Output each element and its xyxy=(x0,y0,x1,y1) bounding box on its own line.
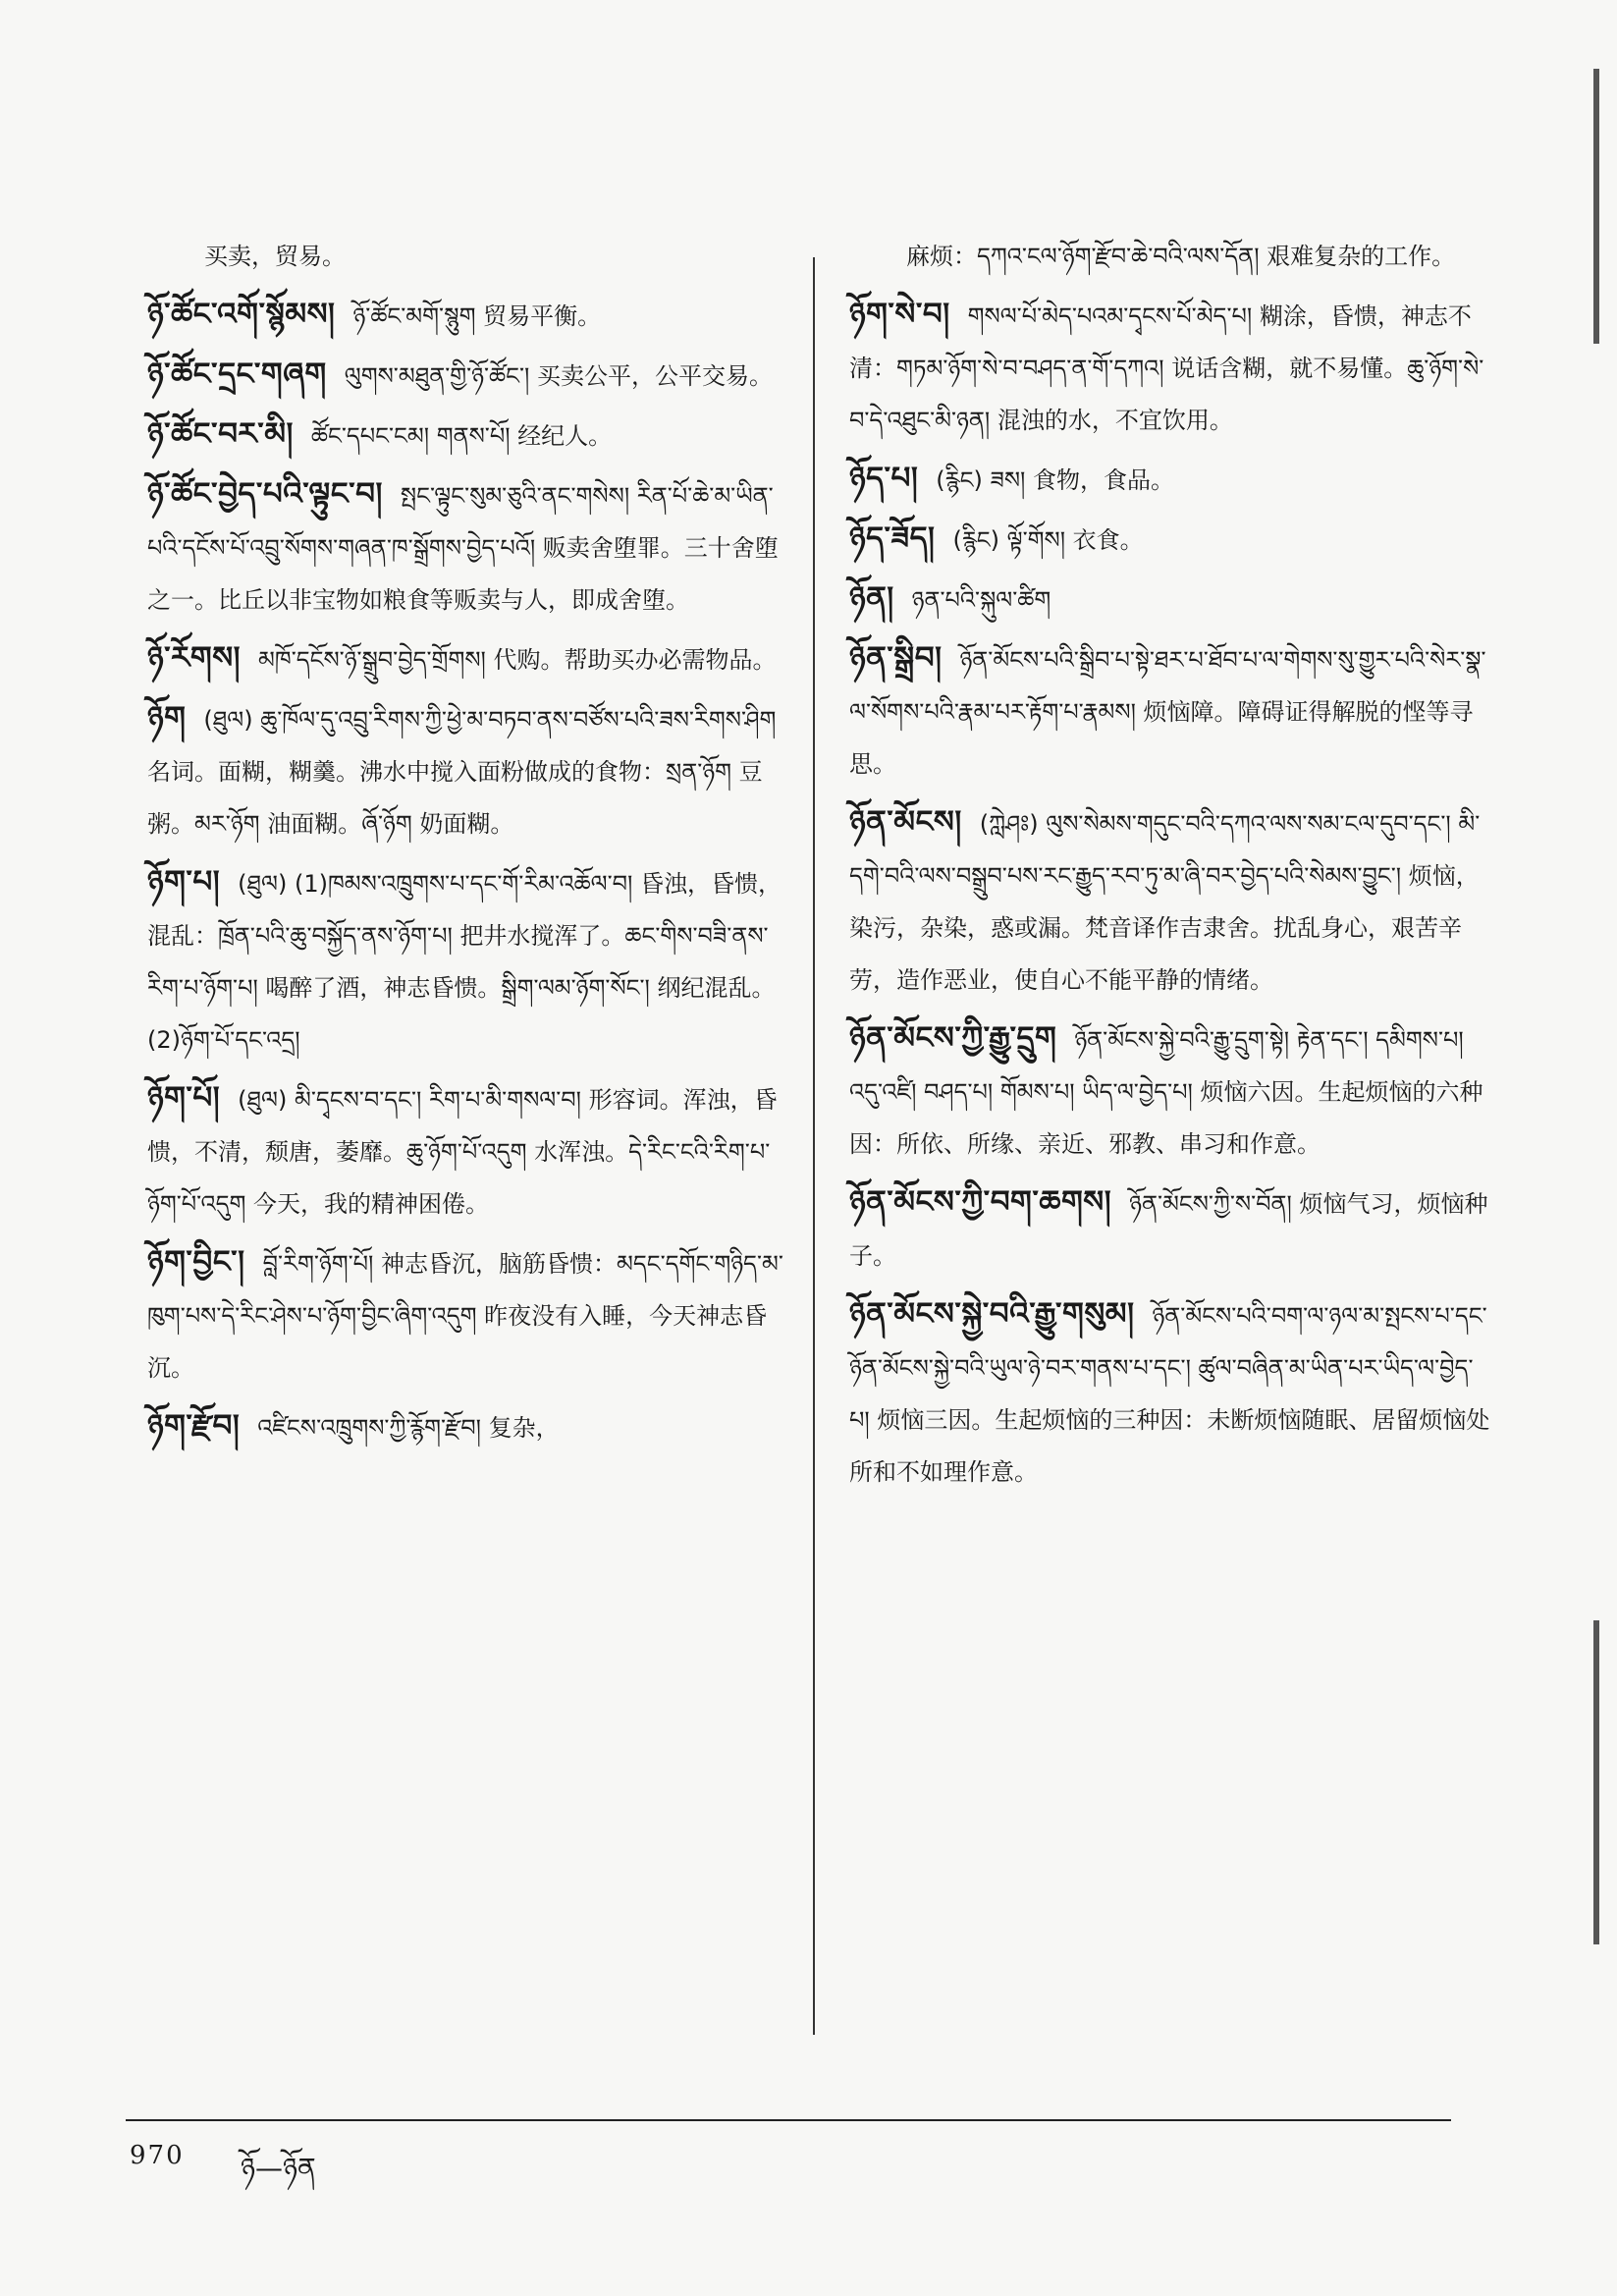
entry-definition: (རྙིང) ལྟོ་གོས། 衣食。 xyxy=(952,526,1144,554)
dictionary-entry xyxy=(849,231,1492,283)
column-divider xyxy=(813,257,815,2035)
right-column xyxy=(849,231,1492,1504)
dictionary-entry xyxy=(849,1176,1492,1283)
dictionary-entry xyxy=(147,692,795,850)
entry-definition: ཉོན་མོངས་སྐྱེ་བའི་རྒྱུ་དྲུག་སྟེ། རྟེན་དང་། དམིགས་པ། འདུ་འཛི། བཤད་པ། གོམས་པ། ཡིད་ལ་བྱེད་པ། 烦恼六因。生起烦恼的六种因：所依、所缘、亲近、邪教、串习和作意。 xyxy=(849,1026,1483,1158)
entry-definition: སྤང་ལྟུང་སུམ་ཅུའི་ནང་གསེས། རིན་པོ་ཆེ་མ་ཡིན་པའི་དངོས་པོ་འབྲུ་སོགས་གཞན་ཁ་སྒྲོགས་བྱེད་པའོ། 贩卖舍堕罪。三十舍堕之一。比丘以非宝物如粮食等贩卖与人，即成舍堕。 xyxy=(147,482,779,614)
dictionary-entry xyxy=(849,289,1492,447)
dictionary-entry xyxy=(849,1012,1492,1171)
entry-headword: ཉོན། xyxy=(849,580,894,616)
entry-headword: ཉོན་སྒྲིབ། xyxy=(849,640,943,676)
dictionary-entry xyxy=(147,349,795,403)
entry-headword: ཉོན་མོངས་ཀྱི་བག་ཆགས། xyxy=(849,1184,1112,1220)
entry-definition: ཉོན་མོངས་པའི་བག་ལ་ཉལ་མ་སྤངས་པ་དང་ཉོན་མོངས་སྐྱེ་བའི་ཡུལ་ཉེ་བར་གནས་པ་དང་། ཚུལ་བཞིན་མ་ཡིན་པར་ཡིད་ལ་བྱེད་པ། 烦恼三因。生起烦恼的三种因：未断烦恼随眠、居留烦恼处所和不如理作意。 xyxy=(849,1302,1490,1486)
entry-definition: (ཐུལ) མི་དྭངས་བ་དང་། རིག་པ་མི་གསལ་བ། 形容词。浑浊，昏愦，不清，颓唐，萎靡。ཆུ་ཉོག་པོ་འདུག 水浑浊。དེ་རིང་ངའི་རིག་པ་ཉོག་པོ་འདུག 今天，我的精神困倦。 xyxy=(147,1086,778,1218)
entry-definition: ལུགས་མཐུན་གྱི་ཉོ་ཚོང་། 买卖公平，公平交易。 xyxy=(344,362,773,390)
dictionary-entry xyxy=(849,1288,1492,1499)
page-number: 970 xyxy=(130,2141,185,2170)
entry-definition: ཉན་པའི་སྐུལ་ཚིག xyxy=(911,586,1051,614)
entry-headword: ཉོ་ཚོང་འགོ་སྙོམས། xyxy=(147,297,336,332)
dictionary-entry xyxy=(849,513,1492,567)
dictionary-entry xyxy=(849,453,1492,507)
footer-rule xyxy=(126,2119,1451,2121)
page-range: ཉོ—ཉོན xyxy=(241,2152,316,2184)
dictionary-entry xyxy=(849,796,1492,1007)
entry-headword: ཉོན་མོངས་སྐྱེ་བའི་རྒྱུ་གསུམ། xyxy=(849,1296,1135,1332)
scan-edge-mark xyxy=(1593,69,1599,344)
entry-definition: (ཀླེཤཿ) ལུས་སེམས་གདུང་བའི་དཀའ་ལས་སམ་ངལ་དུབ་དང་། མི་དགེ་བའི་ལས་བསྒྲུབ་པས་རང་རྒྱུད་རབ་ཏུ་མ་ཞི་བར་བྱེད་པའི་སེམས་བྱུང་། 烦恼，染污，杂染，惑或漏。梵音译作吉隶舍。扰乱身心，艰苦辛劳，造作恶业，使自心不能平静的情绪。 xyxy=(849,810,1481,994)
entry-headword: ཉོ་རོགས། xyxy=(147,640,242,676)
entry-definition: བློ་རིག་ཉོག་པོ། 神志昏沉，脑筋昏愦：མདང་དགོང་གཉིད་མ་ཁུག་པས་དེ་རིང་ཤེས་པ་ཉོག་བྱིང་ཞིག་འདུག 昨夜没有入睡，今天神志昏沉。 xyxy=(147,1250,783,1382)
dictionary-entry xyxy=(147,468,795,627)
entry-definition: ཉོ་ཚོང་མགོ་སྙུག 贸易平衡。 xyxy=(352,302,602,330)
left-column xyxy=(147,231,795,1460)
entry-headword: ཉོ་ཚོང་བར་མི། xyxy=(147,416,294,452)
entry-headword: ཉོག་སེ་བ། xyxy=(849,297,950,332)
entry-headword: ཉོག་པ། xyxy=(147,864,221,900)
entry-headword: ཉོད་ཟོད། xyxy=(849,520,936,556)
entry-headword: ཉོག་པོ། xyxy=(147,1080,221,1116)
entry-headword: ཉོ་ཚོང་བྱེད་པའི་ལྟུང་བ། xyxy=(147,476,383,512)
entry-headword: ཉོན་མོངས། xyxy=(849,804,962,840)
entry-definition: (ཐུལ) (1)ཁམས་འཁྲུགས་པ་དང་གོ་རིམ་འཆོལ་བ། 昏浊，昏愦，混乱：ཁྲོན་པའི་ཆུ་བསྐྱོད་ནས་ཉོག་པ། 把井水搅浑了。ཆང་གིས་བཟི་ནས་རིག་པ་ཉོག་པ། 喝醉了酒，神志昏愦。སྒྲིག་ལམ་ཉོག་སོང་། 纲纪混乱。(2)ཉོག་པོ་དང་འདྲ། xyxy=(147,870,782,1054)
dictionary-entry xyxy=(147,856,795,1066)
entry-definition: གསལ་པོ་མེད་པའམ་དྭངས་པོ་མེད་པ། 糊涂，昏愦，神志不清：གཏམ་ཉོག་སེ་བ་བཤད་ན་གོ་དཀའ། 说话含糊，就不易懂。ཆུ་ཉོག་སེ་བ་དེ་འཐུང་མི་ཉན། 混浊的水，不宜饮用。 xyxy=(849,302,1484,434)
entry-definition: ཚོང་དཔང་ངམ། གནས་པོ། 经纪人。 xyxy=(310,422,613,450)
dictionary-entry xyxy=(147,632,795,686)
scan-edge-mark xyxy=(1593,1620,1599,1944)
entry-headword: ཉོད་པ། xyxy=(849,461,919,496)
entry-definition: མཁོ་དངོས་ཉོ་སྒྲུབ་བྱེད་གྲོགས། 代购。帮助买办必需物品。 xyxy=(258,646,777,674)
dictionary-entry xyxy=(147,409,795,463)
entry-headword: ཉོག་རྫོབ། xyxy=(147,1408,241,1444)
dictionary-entry xyxy=(147,1236,795,1394)
entry-definition: ཉོན་མོངས་པའི་སྒྲིབ་པ་སྟེ་ཐར་པ་ཐོབ་པ་ལ་གེགས་སུ་གྱུར་པའི་སེར་སྣ་ལ་སོགས་པའི་རྣམ་པར་རྟོག་པ་རྣམས། 烦恼障。障碍证得解脱的悭等寻思。 xyxy=(849,646,1486,778)
entry-headword: ཉོག་བྱིང་། xyxy=(147,1244,245,1280)
entry-definition: 买卖，贸易。 xyxy=(204,243,346,270)
entry-definition: 麻烦：དཀའ་ངལ་ཉོག་རྫོབ་ཆེ་བའི་ལས་དོན། 艰难复杂的工作。 xyxy=(906,243,1456,270)
entry-definition: (ཐུལ) ཆུ་ཁོལ་དུ་འབྲུ་རིགས་ཀྱི་ཕྱེ་མ་བཏབ་ནས་བཙོས་པའི་ཟས་རིགས་ཤིག 名词。面糊，糊羹。沸水中搅入面粉做成的食物：སྲན་ཉོག 豆粥。མར་ཉོག 油面糊。ཞོ་ཉོག 奶面糊。 xyxy=(147,706,777,838)
entry-definition: འཛིངས་འཁྲུགས་ཀྱི་རྙོག་རྫོབ། 复杂， xyxy=(257,1414,560,1442)
entry-definition: ཉོན་མོངས་ཀྱི་ས་བོན། 烦恼气习，烦恼种子。 xyxy=(849,1190,1488,1270)
entry-definition: (རྙིང) ཟས། 食物，食品。 xyxy=(936,466,1174,494)
entry-headword: ཉོག xyxy=(147,700,187,736)
entry-headword: ཉོན་མོངས་ཀྱི་རྒྱུ་དྲུག xyxy=(849,1020,1057,1056)
entry-headword: ཉོ་ཚོང་དྲང་གཞག xyxy=(147,356,327,392)
dictionary-entry xyxy=(147,289,795,343)
dictionary-entry xyxy=(849,573,1492,627)
dictionary-entry xyxy=(849,632,1492,791)
dictionary-entry xyxy=(147,1072,795,1230)
dictionary-entry xyxy=(147,1400,795,1454)
dictionary-entry xyxy=(147,231,795,283)
